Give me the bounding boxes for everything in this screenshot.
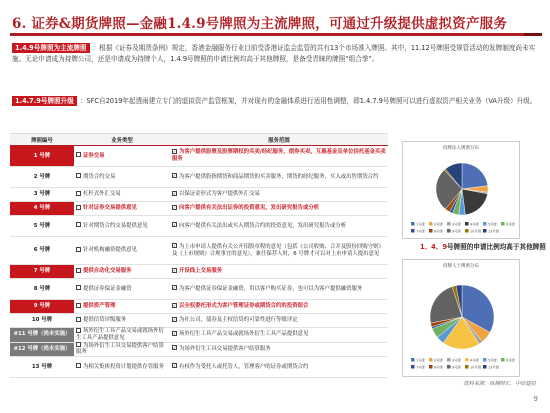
checkbox-icon: ✓: [173, 285, 177, 291]
legend-label: 10号牌: [470, 365, 482, 370]
service-scope-text: 向客户提供有关法出证券的投资意见，发出研究报告或分析: [179, 205, 320, 212]
business-type-text: 为相关集体投资计划提供存管服务: [83, 363, 164, 370]
legend-swatch: [447, 229, 451, 233]
service-scope: [170, 146, 388, 167]
business-type-text: 针对证券交易提供意见: [83, 205, 137, 212]
license-number: 4 号牌: [10, 202, 74, 216]
business-type: [74, 216, 170, 237]
chart-individual: [402, 259, 520, 377]
license-table: [10, 133, 388, 378]
legend-label: 9号牌: [452, 365, 461, 370]
legend-swatch: [411, 222, 415, 226]
legend-label: 1号牌: [416, 358, 425, 363]
legend-label: 7号牌: [416, 229, 425, 234]
license-number: #11 号牌（尚未实施）: [10, 328, 74, 343]
business-type: [74, 146, 170, 167]
title-accent: [524, 33, 542, 36]
service-scope: [170, 202, 388, 216]
business-type: [74, 279, 170, 300]
checkbox-icon: ✓: [173, 204, 177, 210]
bullet-icon: [76, 268, 81, 273]
table-row: [10, 279, 388, 300]
chart-individual-pie: [403, 260, 521, 378]
table-row: [10, 188, 388, 202]
legend-label: 13号牌: [488, 229, 500, 234]
business-type-text: 为场外衍生工具交易提供客户结算服务: [76, 342, 164, 356]
legend-swatch: [447, 358, 451, 362]
service-scope: [170, 328, 388, 343]
paragraph-1: [12, 43, 540, 65]
chart-note-text: 号牌照的申请比例均高于其他牌照: [446, 243, 546, 251]
service-scope-text: 为上市申请人提供有关公开招股章程的意见（包括《公司收购、合并及股份回购守则》及《上市规则》合规事宜的意见），兼任保荐人时，6 号牌才可以对上市申请人提出意见: [172, 243, 384, 257]
legend-label: 3号牌: [452, 358, 461, 363]
business-type: [74, 342, 170, 357]
service-scope: [170, 342, 388, 357]
business-type-text: 针对期货合约交易提供意见: [83, 222, 148, 229]
legend-label: 8号牌: [434, 229, 443, 234]
legend-swatch: [411, 358, 415, 362]
license-number: 1 号牌: [10, 146, 74, 167]
chart-note: [420, 241, 546, 251]
service-scope: [170, 314, 388, 328]
legend-label: 3号牌: [452, 222, 461, 227]
legend-swatch: [483, 365, 487, 369]
chart-individual-title: 持牌人士牌照分布: [443, 264, 479, 269]
service-scope: [170, 188, 388, 202]
legend-swatch: [429, 365, 433, 369]
legend-label: 1号牌: [416, 222, 425, 227]
header-service-scope: 服务范围: [170, 134, 388, 146]
checkbox-icon: ✓: [173, 330, 177, 336]
checkbox-icon: ✓: [173, 190, 177, 196]
table-row: [10, 342, 388, 357]
business-type: [74, 357, 170, 378]
business-type-text: 证券交易: [83, 152, 105, 159]
legend-swatch: [465, 358, 469, 362]
bullet-icon: [76, 303, 81, 308]
legend-label: 6号牌: [506, 222, 515, 227]
table-row: [10, 216, 388, 237]
paragraph-2: [12, 96, 540, 107]
business-type: [74, 265, 170, 279]
legend-swatch: [411, 229, 415, 233]
license-number: 3 号牌: [10, 188, 74, 202]
source-note: 资料来源：纵横财汇，中信建投: [463, 381, 536, 387]
legend-label: 7号牌: [416, 365, 425, 370]
business-type: [74, 188, 170, 202]
table-row: [10, 146, 388, 167]
paragraph-2-text: ：SFC自2019年起透雨建立专门的虚拟资产监管框架，并对现有的金融体系进行适用性调整，即1.4.7.9号牌照可以进行虚拟资产相关业务（VA升级）升级。: [79, 97, 537, 105]
title-bar: [10, 6, 540, 36]
chart-corporate-pie: [403, 142, 521, 240]
service-scope: [170, 237, 388, 265]
license-number: 9 号牌: [10, 300, 74, 314]
service-scope-text: 为社公司、债券及主权信贷的可靠性进行等级评定: [179, 317, 298, 324]
license-number: 13 号牌: [10, 357, 74, 378]
service-scope: [170, 265, 388, 279]
license-number: 8 号牌: [10, 279, 74, 300]
legend-swatch: [447, 222, 451, 226]
checkbox-icon: ✓: [173, 267, 177, 273]
table-row: [10, 357, 388, 378]
paragraph-1-text: ：根据《证券及期货条例》规定，香港金融服务行业目前受香港证监会监管的共有13个市场准入牌照。其中，11.12号牌照受规管活动的发牌制度尚未实施。无论申请成为持牌公司，还是申请成为持牌个人，1.4.9号牌照的申请比例均高于其他牌照，是备受青睐的牌照“组合拳”。: [12, 44, 536, 64]
legend-swatch: [429, 229, 433, 233]
business-type-text: 期货合约交易: [83, 173, 116, 180]
business-type-text: 场外衍生工具产品交易或就场外衍生工具产品提供意见: [76, 328, 164, 341]
legend-swatch: [501, 222, 505, 226]
license-number: 6 号牌: [10, 237, 74, 265]
service-scope-text: 场外衍生工具产品交易或就场外衍生工具产品提供意见: [179, 331, 309, 338]
business-type: [74, 314, 170, 328]
legend-label: 5号牌: [488, 358, 497, 363]
license-number: 10 号牌: [10, 314, 74, 328]
chart-note-nums: 1、4、9: [420, 243, 447, 251]
legend-swatch: [447, 365, 451, 369]
service-scope-text: 有权作为受托人或托管人，管理客户的证券或期货合约: [179, 363, 309, 370]
table-body: [10, 146, 388, 378]
license-number: #12 号牌（尚未实施）: [10, 342, 74, 357]
legend-label: 8号牌: [434, 365, 443, 370]
business-type: [74, 328, 170, 343]
service-scope-text: 以全权委托形式为客户管理证券或期货合约的投资组合: [179, 303, 309, 310]
legend-swatch: [465, 229, 469, 233]
checkbox-icon: ✓: [173, 243, 177, 249]
header-business-type: 业务类型: [74, 134, 170, 146]
bullet-icon: [76, 328, 81, 333]
checkbox-icon: ✓: [173, 302, 177, 308]
business-type-text: 提供自动化交易服务: [83, 268, 132, 275]
bullet-icon: [76, 247, 81, 252]
service-scope: [170, 167, 388, 188]
paragraph-1-tag: 1.4.9号牌照为主流牌照: [12, 43, 90, 53]
legend-swatch: [465, 365, 469, 369]
page-number: 9: [533, 395, 538, 403]
checkbox-icon: ✓: [173, 148, 177, 154]
legend-swatch: [483, 222, 487, 226]
license-number: 5 号牌: [10, 216, 74, 237]
table-row: [10, 314, 388, 328]
legend-swatch: [501, 358, 505, 362]
legend-label: 2号牌: [434, 358, 443, 363]
business-type-text: 提供资产管理: [83, 303, 116, 310]
business-type: [74, 237, 170, 265]
table-row: [10, 328, 388, 343]
chart-corporate-title: 持牌法人牌照分布: [443, 146, 479, 151]
bullet-icon: [76, 317, 81, 322]
checkbox-icon: ✓: [173, 173, 177, 179]
legend-label: 5号牌: [488, 222, 497, 227]
legend-swatch: [411, 365, 415, 369]
bullet-icon: [76, 342, 81, 347]
business-type: [74, 167, 170, 188]
table-row: [10, 237, 388, 265]
service-scope: [170, 300, 388, 314]
legend-swatch: [483, 358, 487, 362]
bullet-icon: [76, 191, 81, 196]
business-type: [74, 202, 170, 216]
service-scope-text: 以保证金形式为客户提供外汇交易: [179, 191, 260, 198]
license-number: 2 号牌: [10, 167, 74, 188]
bullet-icon: [76, 363, 81, 368]
chart-corporate: [402, 141, 520, 239]
legend-label: 2号牌: [434, 222, 443, 227]
service-scope-text: 为客户提供股票及股票期权的买卖/经纪服务，债券买卖，互惠基金及单位信托基金买卖服务: [172, 149, 386, 162]
bullet-icon: [76, 285, 81, 290]
business-type-text: 提供信贷评级服务: [83, 317, 127, 324]
business-type: [74, 300, 170, 314]
bullet-icon: [76, 205, 81, 210]
table-header-row: [10, 134, 388, 146]
service-scope-text: 开设线上交易服务: [179, 268, 223, 275]
bullet-icon: [76, 222, 81, 227]
checkbox-icon: ✓: [173, 345, 177, 351]
header-license-no: 牌照编号: [10, 134, 74, 146]
legend-swatch: [483, 229, 487, 233]
legend-swatch: [429, 222, 433, 226]
legend-label: 4号牌: [470, 358, 479, 363]
legend-label: 13号牌: [488, 365, 500, 370]
service-scope: [170, 279, 388, 300]
service-scope-text: 为场外衍生工具交易提供客户结算服务: [179, 345, 271, 352]
table-row: [10, 265, 388, 279]
table-row: [10, 167, 388, 188]
legend-swatch: [429, 358, 433, 362]
table-row: [10, 202, 388, 216]
bullet-icon: [76, 152, 81, 157]
business-type-text: 提供证券保证金融资: [83, 285, 132, 292]
business-type-text: 杠杆式外汇交易: [83, 191, 121, 198]
service-scope-text: 为客户提供股指期货和商品期货的买卖服务，期货的经纪服务，买入或出售期货合约: [179, 173, 379, 180]
paragraph-2-tag: 1.4.7.9号牌照升级: [12, 96, 77, 106]
business-type-text: 针对机构融资提供意见: [83, 247, 137, 254]
checkbox-icon: ✓: [173, 222, 177, 228]
service-scope: [170, 357, 388, 378]
pie-slice: [462, 163, 488, 189]
checkbox-icon: ✓: [173, 363, 177, 369]
license-number: 7 号牌: [10, 265, 74, 279]
checkbox-icon: ✓: [173, 316, 177, 322]
table-row: [10, 300, 388, 314]
bullet-icon: [76, 173, 81, 178]
service-scope: [170, 216, 388, 237]
legend-swatch: [465, 222, 469, 226]
legend-label: 4号牌: [470, 222, 479, 227]
legend-label: 6号牌: [506, 358, 515, 363]
legend-label: 10号牌: [470, 229, 482, 234]
page-title: 6. 证券&期货牌照—金融1.4.9号牌照为主流牌照，可通过升级提供虚拟资产服务: [12, 16, 508, 32]
service-scope-text: 为客户提供证券保证金融资，用以客户购买证券，也可以为客户提供融资服务: [179, 285, 363, 292]
legend-label: 9号牌: [452, 229, 461, 234]
service-scope-text: 向客户提供有关法出或买入期货合约的投资意见，发出研究报告或分析: [179, 222, 347, 229]
